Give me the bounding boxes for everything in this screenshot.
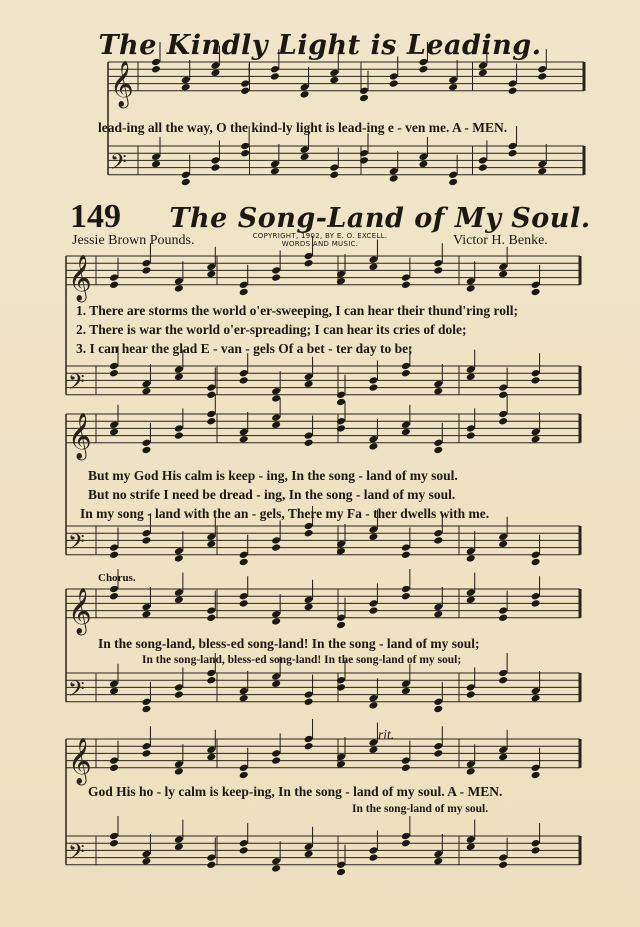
svg-text:𝄢: 𝄢 (68, 369, 85, 400)
copyright-notice (240, 232, 400, 248)
svg-text:𝄞: 𝄞 (68, 412, 92, 459)
svg-text:𝄢: 𝄢 (68, 676, 85, 707)
chorus-label: Chorus. (98, 572, 136, 584)
verse-2-line-1: 2. There is war the world o'er-spreading; I can hear its cries of dole; (76, 322, 467, 337)
verse-3-line-1: 3. I can hear the glad E - van - gels Of a bet - ter day to be; (76, 341, 413, 356)
lyricist: Jessie Brown Pounds. (72, 233, 195, 248)
top-hymn-lyric: lead-ing all the way, O the kind-ly light is lead-ing e - ven me. A - MEN. (98, 120, 508, 135)
svg-text:𝄢: 𝄢 (68, 529, 85, 560)
staff (66, 394, 580, 461)
hymn-title: The Song-Land of My Soul. (169, 203, 591, 234)
chorus-line-2: God His ho - ly calm is keep-ing, In the song - land of my soul. A - MEN. (88, 784, 503, 799)
top-hymn-title: The Kindly Light is Leading. (98, 30, 542, 61)
tempo-mark: rit. (378, 727, 395, 742)
svg-text:𝄞: 𝄞 (68, 737, 92, 784)
verse-3-line-2: In my song - land with the an - gels, There my Fa - ther dwells with me. (80, 506, 490, 521)
staff (66, 569, 580, 636)
verse-1-line-1: 1. There are storms the world o'er-sweeping, I can hear their thund'ring roll; (76, 303, 518, 318)
verse-2-line-2: But no strife I need be dread - ing, In the song - land of my soul. (88, 487, 456, 502)
staff (66, 719, 580, 786)
svg-text:𝄢: 𝄢 (68, 839, 85, 870)
composer: Victor H. Benke. (453, 233, 548, 248)
staff (66, 816, 580, 876)
hymn-number: 149 (70, 198, 121, 235)
svg-text:𝄞: 𝄞 (68, 587, 92, 634)
copyright-line-2: WORDS AND MUSIC. (281, 240, 359, 248)
copyright-line-1: COPYRIGHT, 1902, BY E. O. EXCELL. (252, 232, 388, 240)
verse-1-line-2: But my God His calm is keep - ing, In the song - land of my soul. (88, 468, 458, 483)
svg-text:𝄢: 𝄢 (110, 149, 127, 180)
chorus-line-1: In the song-land, bless-ed song-land! In the song - land of my soul; (98, 636, 480, 651)
svg-text:𝄞: 𝄞 (110, 60, 134, 107)
chorus-line-1-bass: In the song-land, bless-ed song-land! In the song-land of my soul; (142, 654, 462, 666)
svg-text:𝄞: 𝄞 (68, 254, 92, 301)
chorus-line-2-bass: In the song-land of my soul. (352, 803, 489, 815)
